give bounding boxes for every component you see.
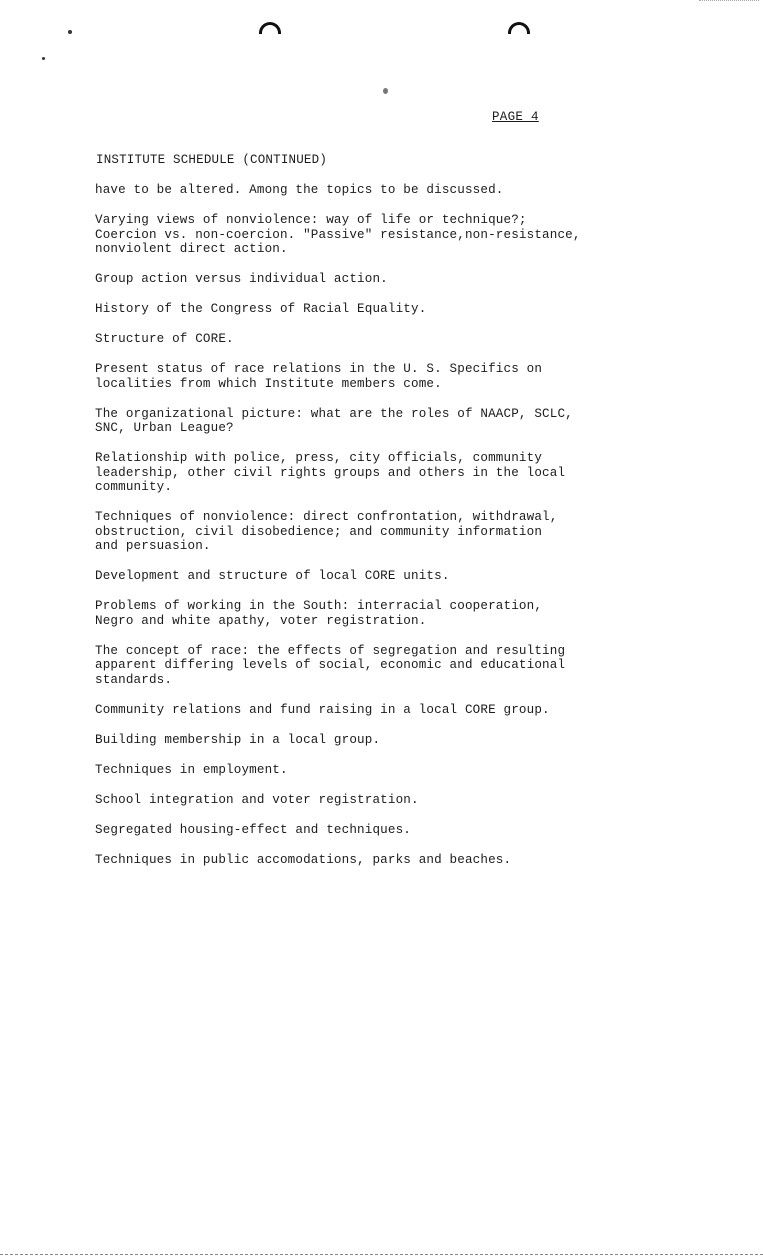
list-item: Development and structure of local CORE units.: [95, 569, 450, 583]
list-item: Techniques in public accomodations, parks and beaches.: [95, 852, 512, 867]
list-item: Techniques of nonviolence: direct confrontation, withdrawal, obstruction, civil disobedience; and community information and persuasion.: [95, 510, 558, 553]
section-heading: INSTITUTE SCHEDULE (CONTINUED): [96, 153, 328, 167]
list-item: The concept of race: the effects of segregation and resulting apparent differing levels of social, economic and educational standards.: [95, 643, 566, 687]
list-item: have to be altered. Among the topics to be discussed.: [95, 183, 504, 197]
list-item: Present status of race relations in the U. S. Specifics on localities from which Institute members come.: [95, 362, 543, 391]
edge-mark: [699, 0, 759, 2]
list-item: Building membership in a local group.: [95, 732, 381, 747]
list-item: Techniques in employment.: [95, 762, 288, 777]
list-item: The organizational picture: what are the roles of NAACP, SCLC, SNC, Urban League?: [95, 406, 573, 435]
list-item: Community relations and fund raising in a local CORE group.: [95, 702, 550, 717]
page-number: PAGE 4: [492, 110, 539, 124]
speck-mark: [68, 30, 72, 34]
speck-mark: [42, 57, 45, 60]
list-item: Group action versus individual action.: [95, 272, 388, 286]
topic-list: [95, 183, 735, 883]
list-item: Varying views of nonviolence: way of life or technique?; Coercion vs. non-coercion. "Passive" resistance,non-resistance, nonviolent direct action.: [95, 213, 581, 256]
list-item: Segregated housing-effect and techniques.: [95, 822, 412, 837]
speck-mark: [383, 88, 388, 94]
list-item: Relationship with police, press, city officials, community leadership, other civil rights groups and others in the local community.: [95, 451, 566, 494]
list-item: History of the Congress of Racial Equality.: [95, 302, 427, 316]
binder-hole-left: [259, 22, 281, 34]
list-item: Problems of working in the South: interracial cooperation, Negro and white apathy, voter registration.: [95, 599, 543, 628]
list-item: School integration and voter registration.: [95, 792, 419, 807]
list-item: Structure of CORE.: [95, 332, 234, 346]
binder-hole-right: [508, 22, 530, 34]
bottom-edge-line: [0, 1254, 763, 1256]
